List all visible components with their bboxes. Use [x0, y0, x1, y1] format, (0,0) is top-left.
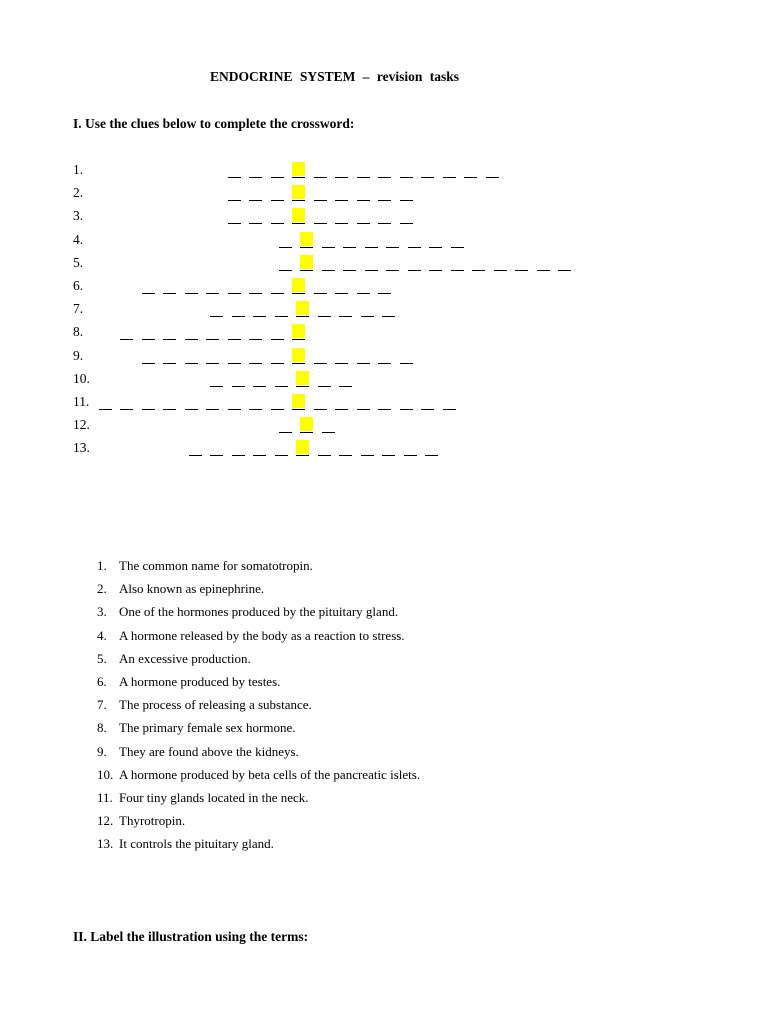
crossword-blank[interactable] — [357, 200, 370, 201]
crossword-blank[interactable] — [210, 316, 223, 317]
section-1-heading: I. Use the clues below to complete the crossword: — [73, 116, 355, 131]
clue-text: Four tiny glands located in the neck. — [119, 789, 309, 805]
clue-number: 12. — [97, 813, 114, 829]
crossword-blank[interactable] — [271, 339, 284, 340]
crossword-blank[interactable] — [249, 339, 262, 340]
crossword-blank[interactable] — [443, 177, 456, 178]
crossword-blank[interactable] — [296, 386, 309, 387]
crossword-blank[interactable] — [400, 177, 413, 178]
crossword-blank[interactable] — [249, 293, 262, 294]
crossword-blank[interactable] — [357, 293, 370, 294]
crossword-blank[interactable] — [429, 270, 442, 271]
crossword-blank[interactable] — [228, 200, 241, 201]
crossword-blank[interactable] — [210, 386, 223, 387]
crossword-blank[interactable] — [365, 270, 378, 271]
crossword-blank[interactable] — [357, 409, 370, 410]
crossword-blank[interactable] — [335, 177, 348, 178]
clue-number: 10. — [97, 766, 114, 782]
crossword-blank[interactable] — [357, 177, 370, 178]
crossword-blank[interactable] — [206, 363, 219, 364]
crossword-highlight-cell[interactable] — [296, 440, 309, 454]
crossword-blank[interactable] — [271, 409, 284, 410]
crossword-blank[interactable] — [232, 316, 245, 317]
crossword-blank[interactable] — [185, 409, 198, 410]
crossword-highlight-cell[interactable] — [296, 301, 309, 315]
crossword-blank[interactable] — [232, 386, 245, 387]
crossword-row-number: 8. — [73, 324, 84, 340]
crossword-blank[interactable] — [142, 293, 155, 294]
crossword-highlight-cell[interactable] — [292, 162, 305, 176]
crossword-blank[interactable] — [249, 177, 262, 178]
crossword-blank[interactable] — [378, 363, 391, 364]
crossword-row-number: 1. — [73, 162, 84, 177]
crossword-blank[interactable] — [314, 409, 327, 410]
clue-number: 6. — [97, 673, 107, 689]
clue-item — [97, 580, 420, 603]
crossword-blank[interactable] — [189, 455, 202, 456]
crossword-row-number: 4. — [73, 231, 84, 247]
crossword-row-number: 10. — [73, 370, 90, 386]
clue-text: They are found above the kidneys. — [119, 743, 299, 759]
crossword-highlight-cell[interactable] — [292, 185, 305, 199]
crossword-blank[interactable] — [408, 247, 421, 248]
clue-item — [97, 650, 420, 673]
clue-text: The process of releasing a substance. — [119, 697, 312, 713]
crossword-blank[interactable] — [486, 177, 499, 178]
clue-item — [97, 789, 420, 812]
crossword-blank[interactable] — [335, 293, 348, 294]
crossword-row-number: 3. — [73, 208, 84, 224]
clue-number: 9. — [97, 743, 107, 759]
clue-item — [97, 627, 420, 650]
crossword-blank[interactable] — [357, 223, 370, 224]
crossword-blank[interactable] — [279, 270, 292, 271]
section-2-heading: II. Label the illustration using the terms: — [73, 929, 309, 944]
crossword-row-number: 5. — [73, 254, 84, 270]
crossword-blank[interactable] — [314, 200, 327, 201]
crossword-blank[interactable] — [558, 270, 571, 271]
crossword-blank[interactable] — [228, 293, 241, 294]
clue-number: 8. — [97, 720, 107, 736]
clue-text: A hormone produced by beta cells of the pancreatic islets. — [119, 766, 421, 782]
crossword-blank[interactable] — [335, 409, 348, 410]
crossword-blank[interactable] — [494, 270, 507, 271]
clue-item — [97, 557, 420, 580]
crossword-blank[interactable] — [253, 316, 266, 317]
clue-number: 5. — [97, 650, 107, 666]
crossword-row-number: 11. — [73, 394, 90, 409]
crossword-blank[interactable] — [322, 432, 335, 433]
crossword-blank[interactable] — [228, 177, 241, 178]
crossword-blank[interactable] — [292, 363, 305, 364]
clue-text: Also known as epinephrine. — [119, 581, 265, 597]
crossword-blank[interactable] — [300, 270, 313, 271]
clue-text: A hormone released by the body as a reaction to stress. — [119, 627, 405, 643]
crossword-blank[interactable] — [271, 177, 284, 178]
crossword-blank[interactable] — [400, 409, 413, 410]
clue-number: 3. — [97, 604, 107, 620]
crossword-blank[interactable] — [206, 293, 219, 294]
crossword-blank[interactable] — [314, 223, 327, 224]
crossword-blank[interactable] — [185, 363, 198, 364]
clue-list — [97, 557, 420, 858]
crossword-blank[interactable] — [163, 409, 176, 410]
crossword-blank[interactable] — [400, 363, 413, 364]
document-title: ENDOCRINE SYSTEM – revision tasks — [210, 69, 460, 84]
crossword-blank[interactable] — [228, 363, 241, 364]
clue-number: 4. — [97, 627, 107, 643]
crossword-blank[interactable] — [142, 409, 155, 410]
crossword-blank[interactable] — [292, 200, 305, 201]
crossword-blank[interactable] — [443, 409, 456, 410]
crossword-blank[interactable] — [271, 363, 284, 364]
crossword-blank[interactable] — [275, 316, 288, 317]
crossword-blank[interactable] — [386, 270, 399, 271]
crossword-blank[interactable] — [120, 339, 133, 340]
crossword-row-number: 12. — [73, 417, 90, 433]
crossword-blank[interactable] — [404, 455, 417, 456]
clue-item — [97, 766, 420, 789]
crossword-blank[interactable] — [335, 223, 348, 224]
crossword-blank[interactable] — [292, 293, 305, 294]
crossword-blank[interactable] — [249, 409, 262, 410]
crossword-blank[interactable] — [163, 363, 176, 364]
crossword-highlight-cell[interactable] — [292, 324, 305, 338]
clue-item — [97, 743, 420, 766]
crossword-blank[interactable] — [451, 247, 464, 248]
clue-item — [97, 835, 420, 858]
crossword-blank[interactable] — [472, 270, 485, 271]
crossword-blank[interactable] — [99, 409, 112, 410]
crossword-blank[interactable] — [421, 177, 434, 178]
crossword-blank[interactable] — [210, 455, 223, 456]
crossword-blank[interactable] — [206, 339, 219, 340]
crossword-blank[interactable] — [300, 247, 313, 248]
crossword-blank[interactable] — [249, 363, 262, 364]
crossword-blank[interactable] — [400, 223, 413, 224]
crossword-blank[interactable] — [464, 177, 477, 178]
crossword-blank[interactable] — [382, 455, 395, 456]
crossword-blank[interactable] — [253, 455, 266, 456]
crossword-blank[interactable] — [335, 200, 348, 201]
crossword-blank[interactable] — [249, 200, 262, 201]
crossword-blank[interactable] — [228, 223, 241, 224]
clue-text: The primary female sex hormone. — [119, 720, 296, 736]
crossword-blank[interactable] — [382, 316, 395, 317]
crossword-blank[interactable] — [378, 293, 391, 294]
crossword-highlight-cell[interactable] — [300, 232, 313, 246]
crossword-blank[interactable] — [279, 247, 292, 248]
crossword-blank[interactable] — [163, 339, 176, 340]
clue-item — [97, 719, 420, 742]
crossword-blank[interactable] — [339, 316, 352, 317]
clue-number: 7. — [97, 697, 107, 713]
clue-text: One of the hormones produced by the pituitary gland. — [119, 604, 399, 620]
clue-text: It controls the pituitary gland. — [119, 836, 274, 852]
crossword-blank[interactable] — [378, 177, 391, 178]
crossword-blank[interactable] — [292, 223, 305, 224]
crossword-blank[interactable] — [318, 316, 331, 317]
crossword-row-number: 13. — [73, 440, 90, 456]
crossword-highlight-cell[interactable] — [292, 348, 305, 362]
clue-number: 2. — [97, 581, 107, 597]
clue-text: The common name for somatotropin. — [119, 558, 313, 573]
crossword-blank[interactable] — [378, 200, 391, 201]
clue-number: 11. — [97, 789, 113, 805]
crossword-blank[interactable] — [378, 409, 391, 410]
crossword-highlight-cell[interactable] — [300, 417, 313, 431]
clue-number: 1. — [97, 558, 107, 573]
crossword-highlight-cell[interactable] — [296, 371, 309, 385]
clue-number: 13. — [97, 836, 114, 852]
crossword-blank[interactable] — [300, 432, 313, 433]
crossword-blank[interactable] — [314, 363, 327, 364]
clue-item — [97, 673, 420, 696]
crossword-blank[interactable] — [292, 409, 305, 410]
crossword-blank[interactable] — [271, 223, 284, 224]
crossword-blank[interactable] — [400, 200, 413, 201]
crossword-blank[interactable] — [421, 409, 434, 410]
crossword-blank[interactable] — [357, 363, 370, 364]
crossword-blank[interactable] — [335, 363, 348, 364]
crossword-blank[interactable] — [232, 455, 245, 456]
crossword-blank[interactable] — [271, 293, 284, 294]
crossword-blank[interactable] — [249, 223, 262, 224]
crossword-blank[interactable] — [515, 270, 528, 271]
clue-text: An excessive production. — [119, 650, 251, 666]
clue-item — [97, 696, 420, 719]
crossword-blank[interactable] — [322, 247, 335, 248]
crossword-highlight-cell[interactable] — [300, 255, 313, 269]
crossword-blank[interactable] — [206, 409, 219, 410]
crossword-blank[interactable] — [451, 270, 464, 271]
crossword-blank[interactable] — [365, 247, 378, 248]
crossword-blank[interactable] — [537, 270, 550, 271]
crossword-row-number: 9. — [73, 347, 84, 363]
crossword-blank[interactable] — [296, 455, 309, 456]
crossword-blank[interactable] — [120, 409, 133, 410]
crossword-blank[interactable] — [275, 455, 288, 456]
crossword-blank[interactable] — [322, 270, 335, 271]
crossword-blank[interactable] — [142, 339, 155, 340]
crossword-blank[interactable] — [429, 247, 442, 248]
crossword-blank[interactable] — [292, 339, 305, 340]
clue-item — [97, 603, 420, 626]
crossword-blank[interactable] — [343, 270, 356, 271]
crossword-blank[interactable] — [378, 223, 391, 224]
crossword-blank[interactable] — [425, 455, 438, 456]
clue-text: A hormone produced by testes. — [119, 673, 281, 689]
crossword-blank[interactable] — [318, 455, 331, 456]
crossword-blank[interactable] — [408, 270, 421, 271]
crossword-blank[interactable] — [314, 177, 327, 178]
crossword-blank[interactable] — [361, 316, 374, 317]
crossword-blank[interactable] — [339, 386, 352, 387]
crossword-blank[interactable] — [185, 293, 198, 294]
crossword-blank[interactable] — [228, 339, 241, 340]
crossword-blank[interactable] — [253, 386, 266, 387]
crossword-blank[interactable] — [339, 455, 352, 456]
crossword-blank[interactable] — [279, 432, 292, 433]
crossword-row-number: 7. — [73, 301, 84, 317]
crossword-blank[interactable] — [386, 247, 399, 248]
clue-item — [97, 812, 420, 835]
crossword-blank[interactable] — [361, 455, 374, 456]
crossword-blank[interactable] — [142, 363, 155, 364]
crossword-highlight-cell[interactable] — [292, 394, 305, 408]
crossword-blank[interactable] — [163, 293, 176, 294]
crossword-highlight-cell[interactable] — [292, 278, 305, 292]
crossword-blank[interactable] — [275, 386, 288, 387]
crossword-blank[interactable] — [314, 293, 327, 294]
clue-text: Thyrotropin. — [119, 813, 186, 829]
crossword-blank[interactable] — [296, 316, 309, 317]
crossword-row-number: 6. — [73, 278, 84, 293]
crossword-blank[interactable] — [228, 409, 241, 410]
crossword-blank[interactable] — [292, 177, 305, 178]
crossword-row-number: 2. — [73, 185, 84, 201]
crossword-blank[interactable] — [318, 386, 331, 387]
crossword-highlight-cell[interactable] — [292, 208, 305, 222]
crossword-blank[interactable] — [271, 200, 284, 201]
crossword-blank[interactable] — [343, 247, 356, 248]
crossword-blank[interactable] — [185, 339, 198, 340]
